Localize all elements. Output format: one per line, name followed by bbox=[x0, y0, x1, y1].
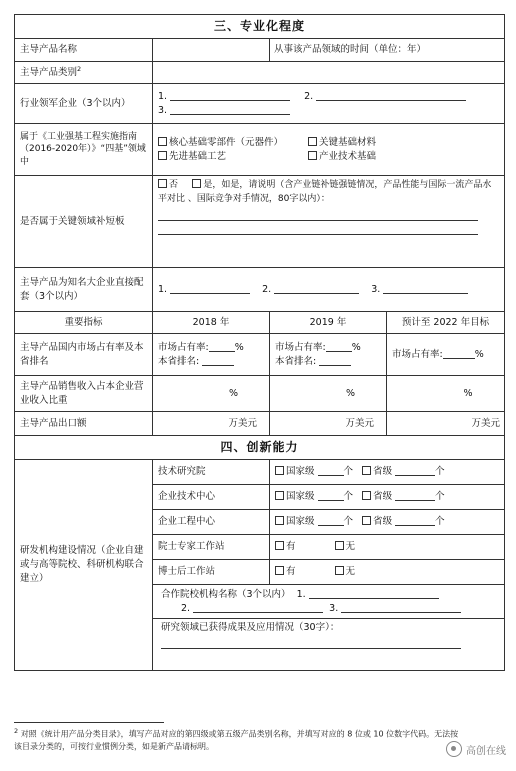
none-label: 无 bbox=[345, 566, 356, 578]
form-sheet bbox=[14, 14, 504, 671]
market-share-2019 bbox=[270, 334, 387, 376]
cooperation-fields bbox=[153, 585, 505, 619]
checkbox-key-gap-yes[interactable] bbox=[192, 179, 201, 188]
rank-2019-label: 本省排名: bbox=[275, 355, 317, 367]
leading-industry-fields bbox=[153, 84, 505, 124]
rank-2018-label: 本省排名: bbox=[158, 355, 200, 367]
market-share-2022 bbox=[387, 334, 505, 376]
has-label: 有 bbox=[286, 541, 296, 553]
revenue-share-2019[interactable] bbox=[270, 376, 387, 412]
checkbox-key-gap-no[interactable] bbox=[158, 179, 167, 188]
footnote-text: 对照《统计用产品分类目录》，填写产品对应的第四级或第五级产品类别名称，并填写对应的 8 位或 10 位数字代码。无法按该目录分类的，可按行业惯例分类，如是新产品请标明。 bbox=[14, 729, 459, 751]
checkbox-none[interactable] bbox=[335, 541, 344, 550]
checkbox-key-materials[interactable] bbox=[308, 137, 317, 146]
coop-label: 合作院校机构名称（3个以内） bbox=[161, 588, 291, 600]
institution-yesno-fields bbox=[270, 535, 505, 560]
market-share-2018 bbox=[153, 334, 270, 376]
watermark bbox=[446, 741, 506, 757]
usd-unit: 万美元 bbox=[345, 417, 374, 429]
product-category-input[interactable] bbox=[153, 62, 505, 84]
key-gap-line-1[interactable] bbox=[158, 208, 478, 221]
institution-name: 企业工程中心 bbox=[153, 510, 270, 535]
market-share-2022-input[interactable] bbox=[443, 349, 475, 359]
key-gap-content bbox=[153, 176, 505, 268]
percent-sign: % bbox=[474, 348, 484, 360]
checkbox-provincial-level[interactable] bbox=[362, 516, 371, 525]
checkbox-national-level[interactable] bbox=[275, 516, 284, 525]
option-core-parts: 核心基础零部件（元器件） bbox=[169, 136, 284, 148]
percent-sign: % bbox=[351, 341, 361, 353]
market-share-2018-input[interactable] bbox=[209, 342, 235, 352]
institution-yesno-fields bbox=[270, 560, 505, 585]
col-2019: 2019 年 bbox=[270, 312, 387, 334]
usd-unit: 万美元 bbox=[228, 417, 257, 429]
national-level-label: 国家级 bbox=[286, 491, 315, 503]
provincial-level-label: 省级 bbox=[373, 516, 393, 528]
institution-level-fields bbox=[270, 510, 505, 535]
coop-item-3-input[interactable] bbox=[341, 603, 461, 613]
institution-row bbox=[15, 460, 505, 485]
four-base-row bbox=[15, 124, 505, 176]
revenue-share-row bbox=[15, 376, 505, 412]
checkbox-industry-tech[interactable] bbox=[308, 151, 317, 160]
wechat-icon bbox=[446, 741, 462, 757]
revenue-share-label: 主导产品销售收入占本企业营业收入比重 bbox=[15, 376, 153, 412]
market-share-row bbox=[15, 334, 505, 376]
leading-item-2-input[interactable] bbox=[316, 91, 466, 101]
section4-title-row bbox=[15, 436, 505, 460]
usd-unit: 万美元 bbox=[471, 417, 501, 429]
indicators-header: 重要指标 bbox=[15, 312, 153, 334]
achievement-fields bbox=[153, 619, 505, 671]
option-industry-tech: 产业技术基础 bbox=[319, 150, 377, 162]
coop-item-2-num: 2. bbox=[181, 602, 191, 614]
revenue-share-2022[interactable] bbox=[387, 376, 505, 412]
export-2018[interactable] bbox=[153, 412, 270, 436]
rank-2019-input[interactable] bbox=[319, 356, 351, 366]
watermark-text: 高创在线 bbox=[466, 745, 506, 757]
supplier-item-1-num: 1. bbox=[158, 283, 168, 295]
count-unit: 个 bbox=[435, 516, 445, 528]
product-name-input[interactable] bbox=[153, 39, 270, 62]
checkbox-provincial-level[interactable] bbox=[362, 466, 371, 475]
institution-level-fields bbox=[270, 485, 505, 510]
section4-title: 四、创新能力 bbox=[15, 436, 505, 460]
time-label: 从事该产品领域的时间（单位：年） bbox=[270, 39, 505, 62]
institution-name: 博士后工作站 bbox=[153, 560, 270, 585]
export-2019[interactable] bbox=[270, 412, 387, 436]
checkbox-advanced-process[interactable] bbox=[158, 151, 167, 160]
institution-level-fields bbox=[270, 460, 505, 485]
provincial-count-input[interactable] bbox=[395, 491, 435, 501]
key-gap-line-2[interactable] bbox=[158, 222, 478, 235]
rank-2018-input[interactable] bbox=[202, 356, 234, 366]
coop-item-1-num: 1. bbox=[296, 588, 306, 600]
national-level-label: 国家级 bbox=[286, 516, 315, 528]
coop-item-2-input[interactable] bbox=[193, 603, 323, 613]
percent-sign: % bbox=[463, 387, 473, 399]
export-label: 主导产品出口额 bbox=[15, 412, 153, 436]
provincial-level-label: 省级 bbox=[373, 466, 393, 478]
supplier-item-2-input[interactable] bbox=[274, 284, 359, 294]
count-unit: 个 bbox=[343, 466, 354, 478]
product-category-label: 主导产品类别 bbox=[20, 67, 78, 79]
leading-item-3-num: 3. bbox=[158, 104, 168, 116]
checkbox-has[interactable] bbox=[275, 566, 284, 575]
market-share-2019-input[interactable] bbox=[326, 342, 352, 352]
national-level-label: 国家级 bbox=[286, 466, 315, 478]
product-name-row bbox=[15, 39, 505, 62]
checkbox-provincial-level[interactable] bbox=[362, 491, 371, 500]
export-2022[interactable] bbox=[387, 412, 505, 436]
export-row bbox=[15, 412, 505, 436]
percent-sign: % bbox=[234, 341, 244, 353]
section3-title-row bbox=[15, 15, 505, 39]
achievement-line-1[interactable] bbox=[161, 636, 461, 649]
supplier-item-1-input[interactable] bbox=[170, 284, 250, 294]
checkbox-has[interactable] bbox=[275, 541, 284, 550]
footnote-rule bbox=[14, 722, 164, 723]
supplier-row bbox=[15, 268, 505, 312]
footnote-ref: 2 bbox=[77, 65, 82, 74]
market-share-label: 主导产品国内市场占有率及本省排名 bbox=[15, 334, 153, 376]
supplier-item-2-num: 2. bbox=[262, 283, 272, 295]
institution-name: 院士专家工作站 bbox=[153, 535, 270, 560]
footnote-num: 2 bbox=[14, 727, 19, 735]
provincial-level-label: 省级 bbox=[373, 491, 393, 503]
market-share-2019-label: 市场占有率: bbox=[275, 341, 326, 353]
supplier-item-3-input[interactable] bbox=[383, 284, 468, 294]
percent-sign: % bbox=[345, 387, 356, 399]
national-count-input[interactable] bbox=[318, 516, 344, 526]
supplier-fields bbox=[153, 268, 505, 312]
product-name-label: 主导产品名称 bbox=[15, 39, 153, 62]
percent-sign: % bbox=[228, 387, 239, 399]
col-2018: 2018 年 bbox=[153, 312, 270, 334]
key-gap-row bbox=[15, 176, 505, 268]
col-2022: 预计至 2022 年目标 bbox=[387, 312, 505, 334]
market-share-2018-label: 市场占有率: bbox=[158, 341, 209, 353]
provincial-count-input[interactable] bbox=[395, 516, 435, 526]
product-category-row bbox=[15, 62, 505, 84]
supplier-item-3-num: 3. bbox=[371, 283, 381, 295]
has-label: 有 bbox=[286, 566, 296, 578]
leading-industry-label: 行业领军企业（3个以内） bbox=[15, 84, 153, 124]
product-category-label-cell bbox=[15, 62, 153, 84]
achievement-label: 研究领域已获得成果及应用情况（30字）： bbox=[161, 622, 340, 633]
count-unit: 个 bbox=[343, 491, 354, 503]
coop-item-1-input[interactable] bbox=[309, 589, 439, 599]
qualification-table bbox=[14, 14, 505, 671]
provincial-count-input[interactable] bbox=[395, 466, 435, 476]
institution-name: 企业技术中心 bbox=[153, 485, 270, 510]
footnote bbox=[14, 727, 464, 753]
indicator-header-row bbox=[15, 312, 505, 334]
option-key-materials: 关键基础材料 bbox=[319, 136, 377, 148]
checkbox-core-parts[interactable] bbox=[158, 137, 167, 146]
rnd-label: 研发机构建设情况（企业自建或与高等院校、科研机构联合建立） bbox=[15, 460, 153, 671]
key-gap-label: 是否属于关键领域补短板 bbox=[15, 176, 153, 268]
leading-item-2-num: 2. bbox=[304, 90, 314, 102]
count-unit: 个 bbox=[435, 491, 445, 503]
option-advanced-process: 先进基础工艺 bbox=[169, 150, 227, 162]
key-gap-no-label: 否 bbox=[169, 180, 179, 190]
national-count-input[interactable] bbox=[318, 491, 344, 501]
checkbox-national-level[interactable] bbox=[275, 466, 284, 475]
leading-item-1-num: 1. bbox=[158, 90, 168, 102]
market-share-2022-label: 市场占有率: bbox=[392, 348, 443, 360]
national-count-input[interactable] bbox=[318, 466, 344, 476]
count-unit: 个 bbox=[343, 516, 354, 528]
leading-industry-row bbox=[15, 84, 505, 124]
leading-item-3-input[interactable] bbox=[170, 105, 290, 115]
checkbox-none[interactable] bbox=[335, 566, 344, 575]
revenue-share-2018[interactable] bbox=[153, 376, 270, 412]
section3-title: 三、专业化程度 bbox=[15, 15, 505, 39]
supplier-label: 主导产品为知名大企业直接配套（3个以内） bbox=[15, 268, 153, 312]
four-base-options bbox=[153, 124, 505, 176]
four-base-label: 属于《工业强基工程实施指南（2016-2020年）》“四基”领域中 bbox=[15, 124, 153, 176]
leading-item-1-input[interactable] bbox=[170, 91, 290, 101]
none-label: 无 bbox=[345, 541, 356, 553]
institution-name: 技术研究院 bbox=[153, 460, 270, 485]
checkbox-national-level[interactable] bbox=[275, 491, 284, 500]
coop-item-3-num: 3. bbox=[329, 602, 339, 614]
key-gap-yes-label: 是，如是，请说明（含产业链补链强链情况，产品性能与国际一流产品水平对比 、国际竞争对手情况，80字以内）： bbox=[158, 180, 492, 204]
count-unit: 个 bbox=[435, 466, 445, 478]
